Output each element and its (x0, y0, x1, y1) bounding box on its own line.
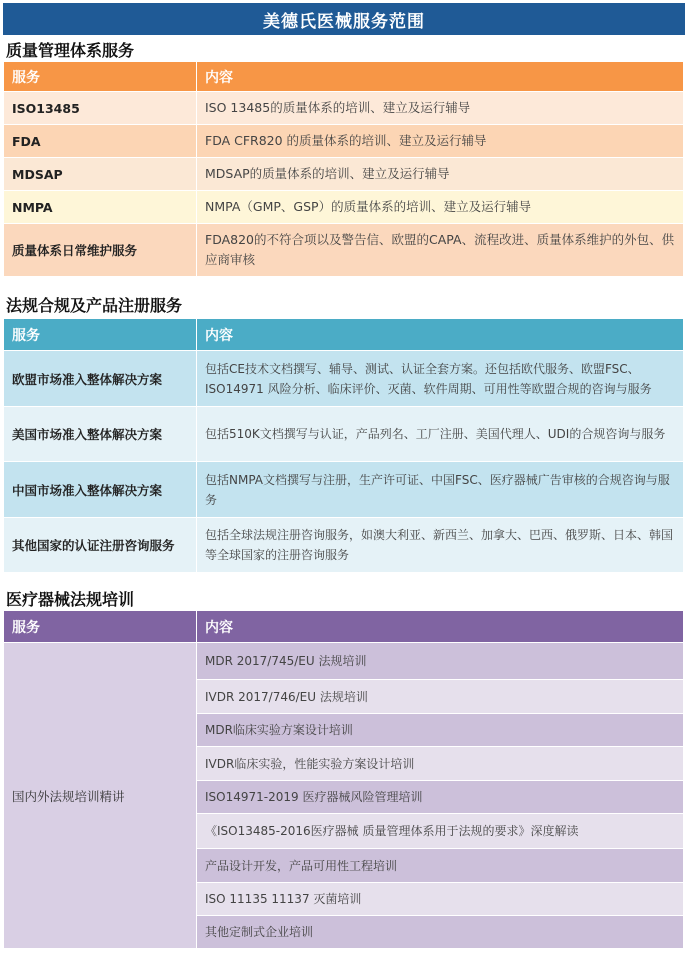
content-cell: ISO 11135 11137 灭菌培训 (197, 883, 684, 916)
content-cell: MDR 2017/745/EU 法规培训 (197, 643, 684, 680)
service-cell: 美国市场准入整体解决方案 (4, 407, 197, 462)
content-cell: FDA CFR820 的质量体系的培训、建立及运行辅导 (197, 125, 684, 158)
content-cell: 包括510K文档撰写与认证，产品列名、工厂注册、美国代理人、UDI的合规咨询与服务 (197, 407, 684, 462)
column-header-service: 服务 (4, 319, 197, 351)
service-cell: 质量体系日常维护服务 (4, 224, 197, 277)
page-title: 美德氏医械服务范围 (3, 3, 685, 35)
column-header-content: 内容 (197, 611, 684, 643)
table-row (4, 191, 684, 224)
service-cell: MDSAP (4, 158, 197, 191)
table-row (4, 643, 684, 680)
table-header-row (4, 62, 684, 92)
table-row (4, 224, 684, 277)
service-cell: FDA (4, 125, 197, 158)
section-heading-regulatory: 法规合规及产品注册服务 (6, 296, 183, 315)
qms-table (3, 61, 684, 277)
column-header-content: 内容 (197, 319, 684, 351)
content-cell: 《ISO13485-2016医疗器械 质量管理体系用于法规的要求》深度解读 (197, 814, 684, 849)
content-cell: NMPA（GMP、GSP）的质量体系的培训、建立及运行辅导 (197, 191, 684, 224)
content-cell: MDR临床实验方案设计培训 (197, 714, 684, 747)
column-header-service: 服务 (4, 611, 197, 643)
table-row (4, 158, 684, 191)
content-cell: MDSAP的质量体系的培训、建立及运行辅导 (197, 158, 684, 191)
content-cell: 产品设计开发，产品可用性工程培训 (197, 849, 684, 883)
service-cell: 国内外法规培训精讲 (4, 643, 197, 949)
table-row (4, 351, 684, 407)
content-cell: IVDR临床实验，性能实验方案设计培训 (197, 747, 684, 781)
content-cell: 其他定制式企业培训 (197, 916, 684, 949)
table-header-row (4, 319, 684, 351)
service-cell: 其他国家的认证注册咨询服务 (4, 518, 197, 573)
section-heading-qms: 质量管理体系服务 (6, 41, 135, 60)
content-cell: 包括全球法规注册咨询服务，如澳大利亚、新西兰、加拿大、巴西、俄罗斯、日本、韩国等全球国家的注册咨询服务 (197, 518, 684, 573)
column-header-content: 内容 (197, 62, 684, 92)
service-cell: 欧盟市场准入整体解决方案 (4, 351, 197, 407)
service-cell: 中国市场准入整体解决方案 (4, 462, 197, 518)
service-cell: NMPA (4, 191, 197, 224)
training-table (3, 610, 684, 949)
table-row (4, 125, 684, 158)
content-cell: IVDR 2017/746/EU 法规培训 (197, 680, 684, 714)
content-cell: 包括NMPA文档撰写与注册，生产许可证、中国FSC、医疗器械广告审核的合规咨询与服务 (197, 462, 684, 518)
service-cell: ISO13485 (4, 92, 197, 125)
content-cell: ISO 13485的质量体系的培训、建立及运行辅导 (197, 92, 684, 125)
content-cell: 包括CE技术文档撰写、辅导、测试、认证全套方案。还包括欧代服务、欧盟FSC、ISO14971 风险分析、临床评价、灭菌、软件周期、可用性等欧盟合规的咨询与服务 (197, 351, 684, 407)
table-row (4, 92, 684, 125)
content-cell: ISO14971-2019 医疗器械风险管理培训 (197, 781, 684, 814)
table-row (4, 518, 684, 573)
table-row (4, 462, 684, 518)
table-row (4, 407, 684, 462)
table-header-row (4, 611, 684, 643)
section-heading-training: 医疗器械法规培训 (6, 590, 135, 609)
content-cell: FDA820的不符合项以及警告信、欧盟的CAPA、流程改进、质量体系维护的外包、供应商审核 (197, 224, 684, 277)
column-header-service: 服务 (4, 62, 197, 92)
regulatory-table (3, 318, 684, 573)
